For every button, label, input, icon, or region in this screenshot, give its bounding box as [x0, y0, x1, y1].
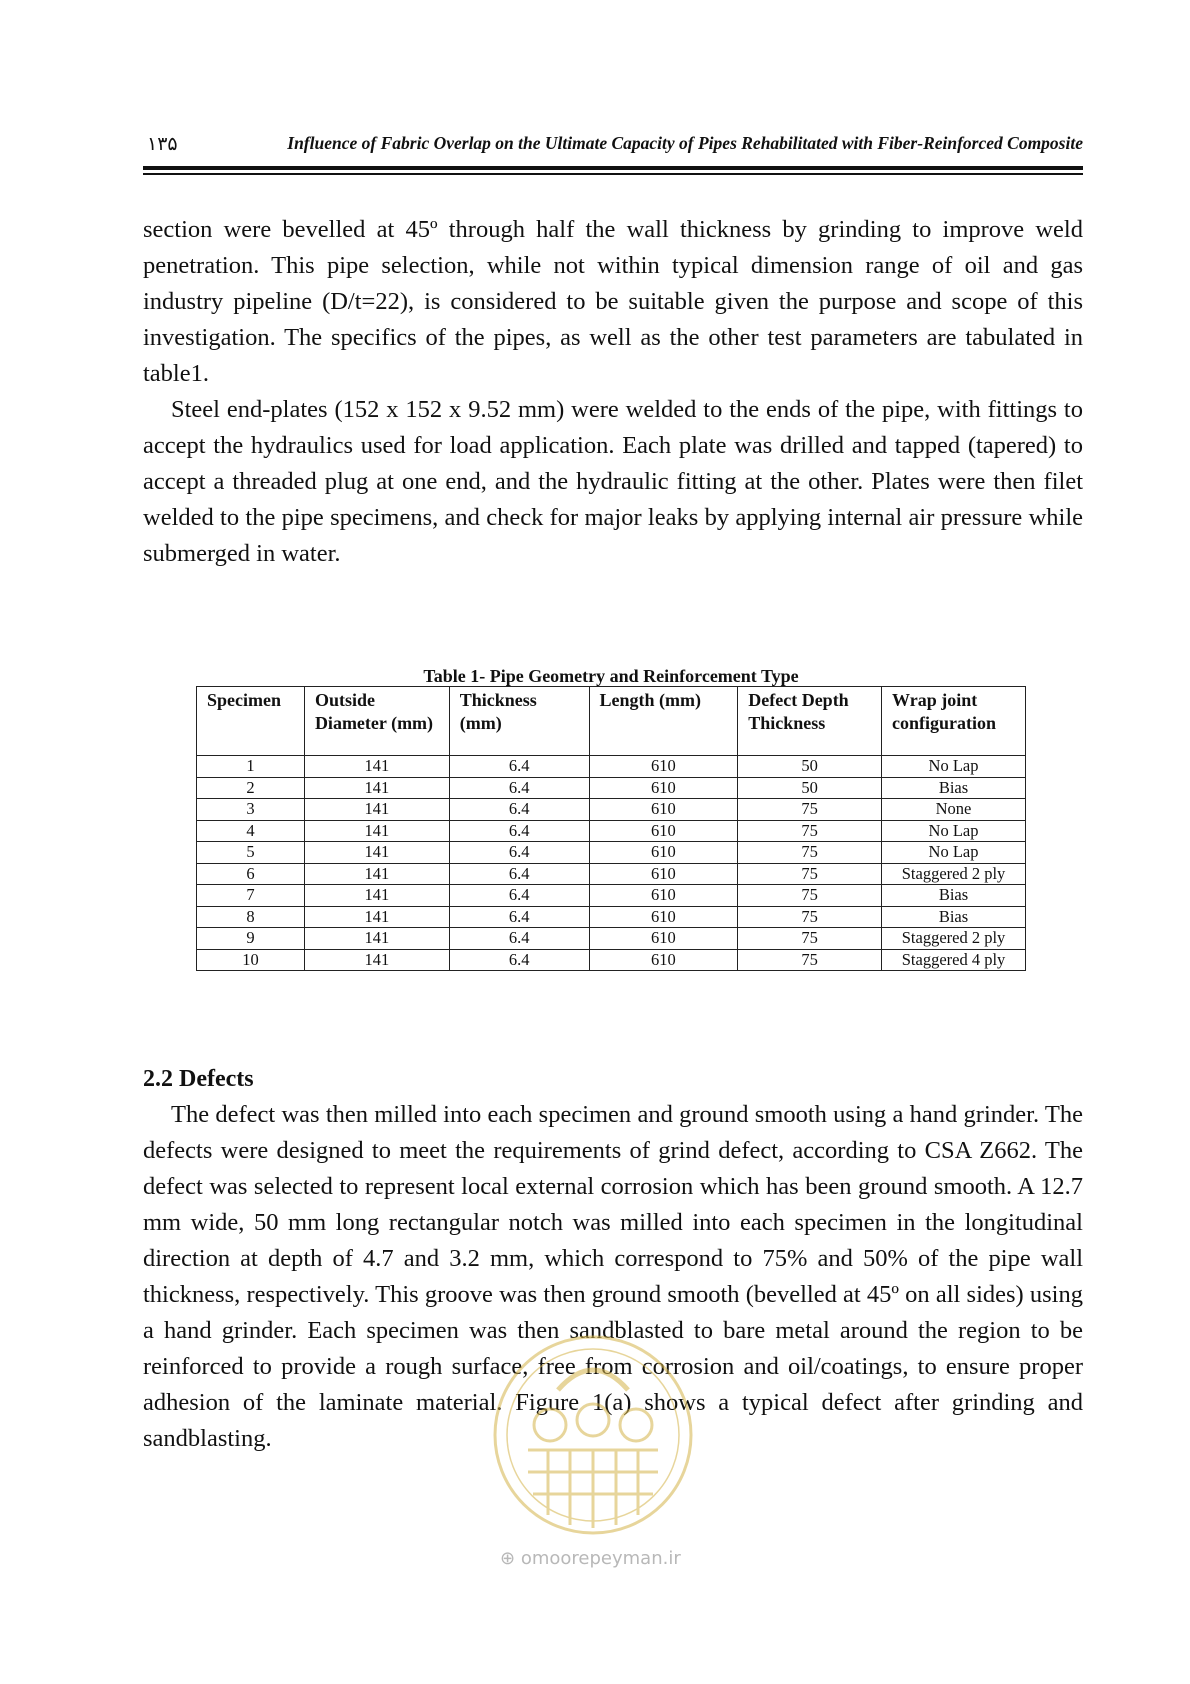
table-cell: 610: [589, 949, 738, 971]
table-cell: 6.4: [449, 842, 589, 864]
table-cell: 6.4: [449, 906, 589, 928]
table-cell: 7: [197, 885, 305, 907]
table-cell: 50: [738, 777, 882, 799]
table-cell: Bias: [882, 777, 1026, 799]
column-header: Specimen: [197, 687, 305, 756]
table-cell: 6.4: [449, 863, 589, 885]
table-cell: 6.4: [449, 799, 589, 821]
table-row: [197, 756, 1026, 778]
table-cell: Bias: [882, 906, 1026, 928]
section-heading: 2.2 Defects: [143, 1066, 254, 1092]
table-cell: 610: [589, 777, 738, 799]
table-cell: 610: [589, 906, 738, 928]
column-header: Defect Depth Thickness: [738, 687, 882, 756]
web-icon: ⊕: [500, 1548, 516, 1569]
table-cell: 141: [304, 885, 449, 907]
table-cell: 4: [197, 820, 305, 842]
table-cell: 3: [197, 799, 305, 821]
table-row: [197, 777, 1026, 799]
table-cell: 75: [738, 799, 882, 821]
table-cell: 141: [304, 863, 449, 885]
table-cell: 141: [304, 842, 449, 864]
running-title: Influence of Fabric Overlap on the Ultimate Capacity of Pipes Rehabilitated with Fiber-Reinforced Composite: [287, 133, 1083, 153]
table-cell: 141: [304, 777, 449, 799]
table-cell: 75: [738, 885, 882, 907]
table-cell: 141: [304, 820, 449, 842]
table-cell: 75: [738, 863, 882, 885]
table-row: [197, 820, 1026, 842]
paragraph-1: section were bevelled at 45º through half the wall thickness by grinding to improve weld penetration. This pipe selection, while not within typical dimension range of oil and gas industry pipeline (D/t=22), is considered to be suitable given the purpose and scope of this investigation. The specifics of the pipes, as well as the other test parameters are tabulated in table1.: [143, 216, 1083, 387]
table-body: [197, 756, 1026, 971]
table-cell: 141: [304, 949, 449, 971]
table-cell: 6.4: [449, 928, 589, 950]
watermark-url: omoorepeyman.ir: [520, 1548, 681, 1569]
table-cell: 6.4: [449, 820, 589, 842]
table-cell: 141: [304, 928, 449, 950]
table-cell: 75: [738, 820, 882, 842]
table-cell: 2: [197, 777, 305, 799]
column-header: Wrap joint configuration: [882, 687, 1026, 756]
page-header: [143, 130, 1083, 156]
table-cell: Bias: [882, 885, 1026, 907]
table-cell: 610: [589, 799, 738, 821]
header-rule-thick: [143, 166, 1083, 170]
table-row: [197, 906, 1026, 928]
table-cell: 75: [738, 949, 882, 971]
table-row: [197, 842, 1026, 864]
table-cell: No Lap: [882, 820, 1026, 842]
table-cell: 610: [589, 863, 738, 885]
table-cell: 6: [197, 863, 305, 885]
table-cell: None: [882, 799, 1026, 821]
paragraph-2: Steel end-plates (152 x 152 x 9.52 mm) were welded to the ends of the pipe, with fittings to accept the hydraulics used for load application. Each plate was drilled and tapped (tapered) to accept a threaded plug at one end, and the hydraulic fitting at the other. Plates were then filet welded to the pipe specimens, and check for major leaks by applying internal air pressure while submerged in water.: [143, 396, 1083, 567]
table-cell: 50: [738, 756, 882, 778]
column-header: Thickness (mm): [449, 687, 589, 756]
table-cell: 8: [197, 906, 305, 928]
table-cell: 9: [197, 928, 305, 950]
table-cell: 6.4: [449, 949, 589, 971]
table-row: [197, 949, 1026, 971]
table-cell: Staggered 4 ply: [882, 949, 1026, 971]
table-cell: 610: [589, 842, 738, 864]
table-caption: Table 1- Pipe Geometry and Reinforcement Type: [423, 666, 799, 686]
table-row: [197, 928, 1026, 950]
watermark-text: [500, 1548, 700, 1569]
table-cell: No Lap: [882, 842, 1026, 864]
table-cell: 75: [738, 928, 882, 950]
column-header: Outside Diameter (mm): [304, 687, 449, 756]
table-cell: 75: [738, 842, 882, 864]
table-cell: 6.4: [449, 777, 589, 799]
pipe-table: [196, 686, 1026, 971]
table-cell: 141: [304, 906, 449, 928]
table-cell: No Lap: [882, 756, 1026, 778]
table-cell: Staggered 2 ply: [882, 928, 1026, 950]
table-cell: 141: [304, 799, 449, 821]
table-cell: 610: [589, 756, 738, 778]
table-cell: 141: [304, 756, 449, 778]
table-row: [197, 863, 1026, 885]
table-row: [197, 885, 1026, 907]
table-cell: 610: [589, 928, 738, 950]
table-cell: 75: [738, 906, 882, 928]
section-paragraph: The defect was then milled into each specimen and ground smooth using a hand grinder. The defects were designed to meet the requirements of grind defect, according to CSA Z662. The defect was selected to represent local external corrosion which has been ground smooth. A 12.7 mm wide, 50 mm long rectangular notch was milled into each specimen in the longitudinal direction at depth of 4.7 and 3.2 mm, which correspond to 75% and 50% of the pipe wall thickness, respectively. This groove was then ground smooth (bevelled at 45º on all sides) using a hand grinder. Each specimen was then sandblasted to bare metal around the region to be reinforced to provide a rough surface, free from corrosion and oil/coatings, to ensure proper adhesion of the laminate material. Figure 1(a) shows a typical defect after grinding and sandblasting.: [143, 1101, 1083, 1452]
table-cell: 6.4: [449, 756, 589, 778]
table-cell: 610: [589, 820, 738, 842]
column-header: Length (mm): [589, 687, 738, 756]
watermark-seal-icon: [488, 1330, 698, 1540]
table-cell: 610: [589, 885, 738, 907]
table-cell: 10: [197, 949, 305, 971]
table-header-row: [197, 687, 1026, 756]
table-cell: Staggered 2 ply: [882, 863, 1026, 885]
table-cell: 5: [197, 842, 305, 864]
header-rule-thin: [143, 173, 1083, 175]
page-number: ۱۳۵: [147, 134, 178, 155]
table-cell: 1: [197, 756, 305, 778]
table-cell: 6.4: [449, 885, 589, 907]
table-row: [197, 799, 1026, 821]
